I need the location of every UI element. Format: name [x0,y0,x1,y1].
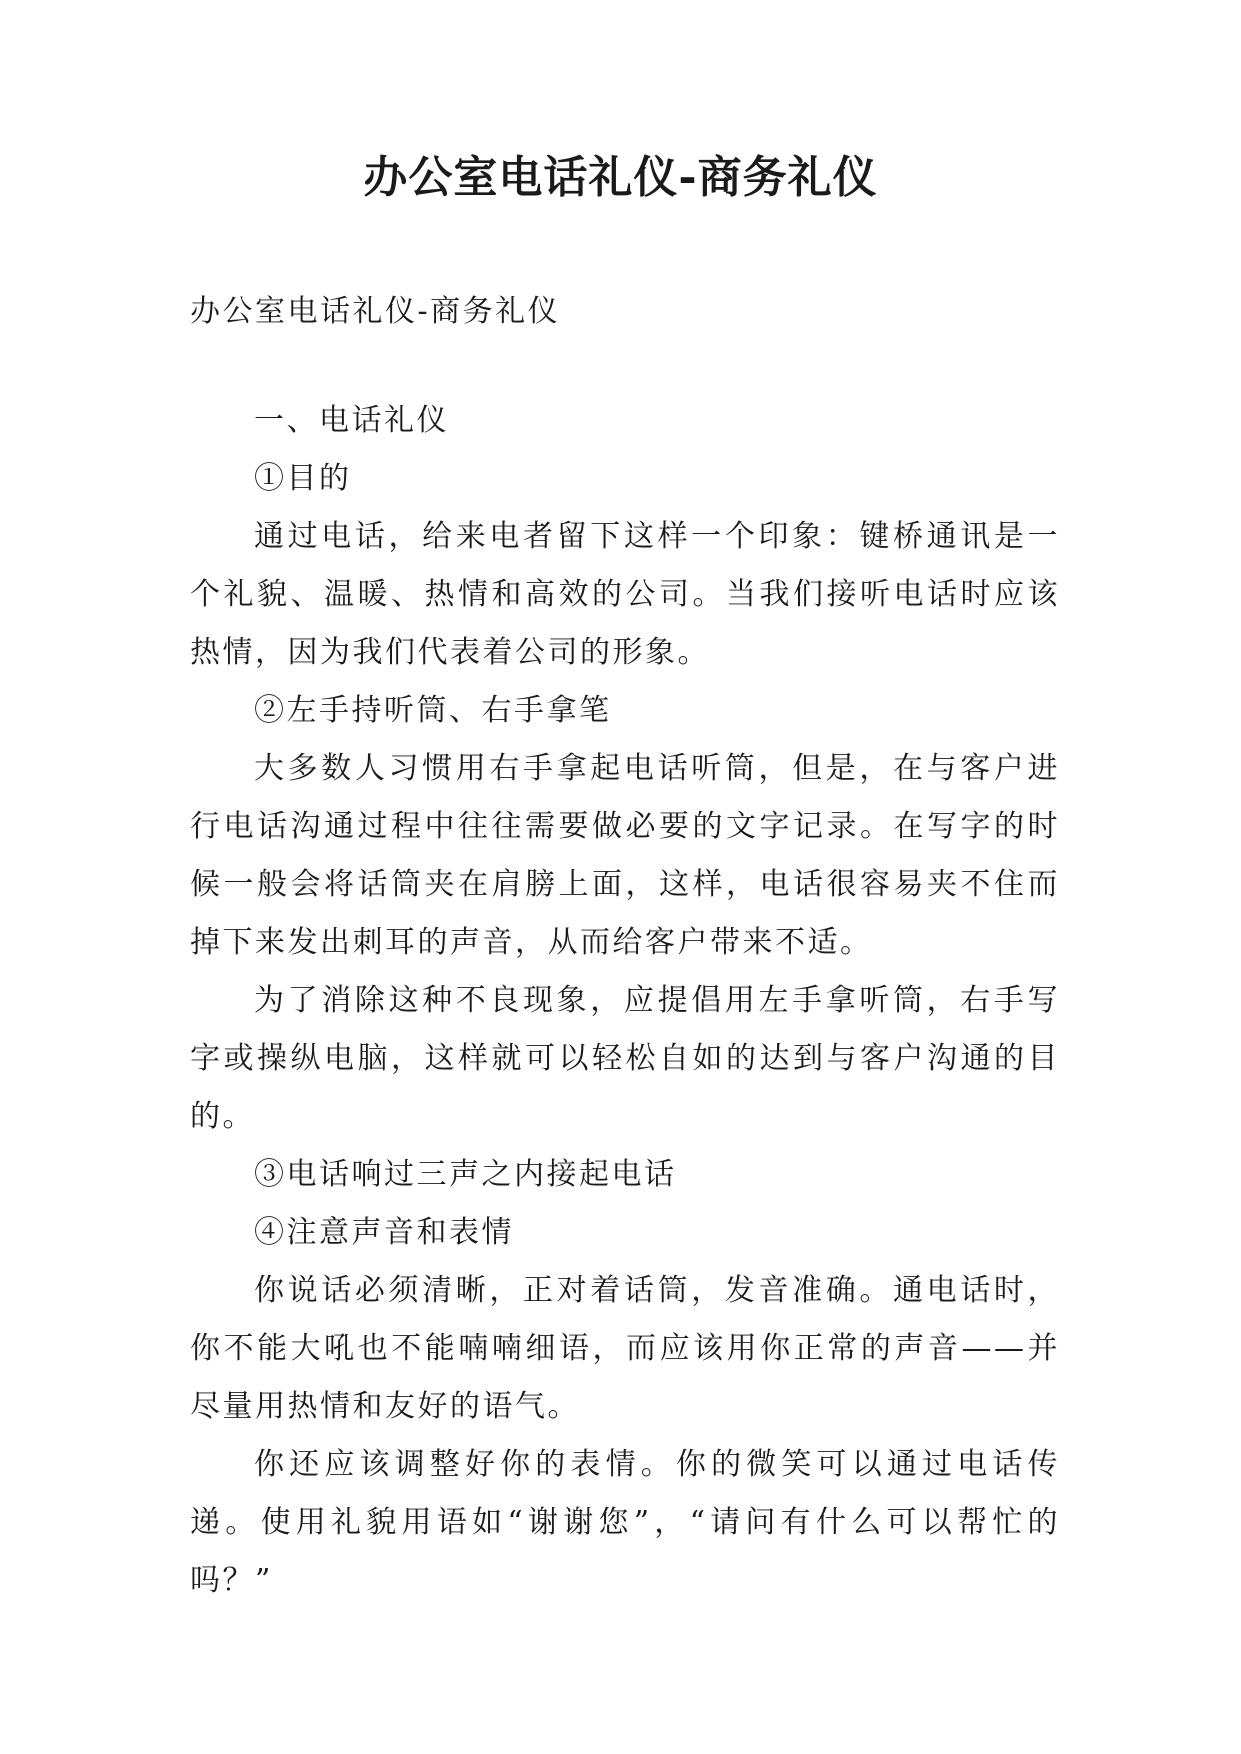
paragraph-eliminate-bad-habit: 为了消除这种不良现象，应提倡用左手拿听筒，右手写字或操纵电脑，这样就可以轻松自如的达到与客户沟通的目的。 [190,983,1060,1134]
document-body [190,283,1060,1610]
document-subtitle: 办公室电话礼仪-商务礼仪 [190,294,561,329]
paragraph-left-hand-receiver: 大多数人习惯用右手拿起电话听筒，但是，在与客户进行电话沟通过程中往往需要做必要的文字记录。在写字的时候一般会将话筒夹在肩膀上面，这样，电话很容易夹不住而掉下来发出刺耳的声音，从而给客户带来不适。 [190,751,1060,960]
subheading-left-hand-receiver: ②左手持听筒、右手拿笔 [254,693,612,728]
subheading-answer-within-three-rings: ③电话响过三声之内接起电话 [254,1157,677,1192]
document-title: 办公室电话礼仪-商务礼仪 [363,152,878,203]
subheading-voice-and-expression: ④注意声音和表情 [254,1215,514,1250]
paragraph-purpose: 通过电话，给来电者留下这样一个印象：键桥通讯是一个礼貌、温暖、热情和高效的公司。当我们接听电话时应该热情，因为我们代表着公司的形象。 [190,519,1060,670]
paragraph-expression: 你还应该调整好你的表情。你的微笑可以通过电话传递。使用礼貌用语如“谢谢您”，“请问有什么可以帮忙的吗？” [190,1447,1060,1598]
paragraph-voice: 你说话必须清晰，正对着话筒，发音准确。通电话时，你不能大吼也不能喃喃细语，而应该用你正常的声音——并尽量用热情和友好的语气。 [190,1273,1060,1424]
subheading-purpose: ①目的 [254,461,352,496]
section-heading-phone-etiquette: 一、电话礼仪 [254,403,449,438]
